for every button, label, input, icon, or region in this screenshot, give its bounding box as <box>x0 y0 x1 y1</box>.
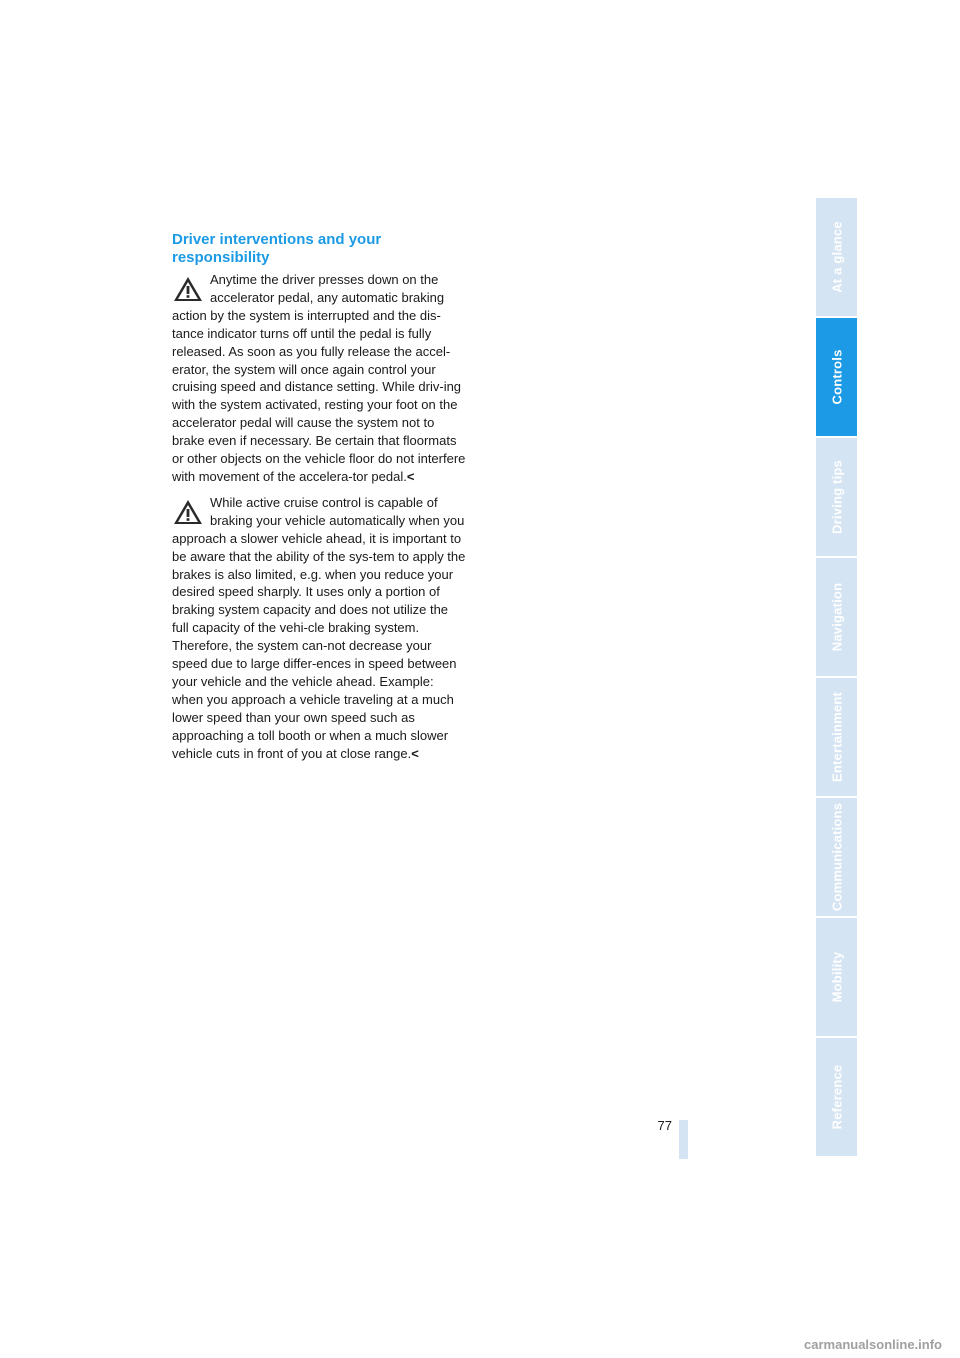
warning-text: While active cruise control is capable of braking your vehicle automatically when you approach a slower vehicle ahead, it is important to be aware that the ability of the sys-tem to apply the brakes is also limited, e.g. when you reduce your desired speed sharply. It uses only a portion of braking system capacity and does not utilize the full capacity of the vehi-cle braking system. Therefore, the system can-not decrease your speed due to large differ-ences in speed between your vehicle and the vehicle ahead. Example: when you approach a vehicle traveling at a much lower speed than your own speed such as approaching a toll booth or when a much slower vehicle cuts in front of you at close range. <box>172 494 466 761</box>
tab-entertainment[interactable] <box>816 678 857 796</box>
tab-mobility[interactable] <box>816 918 857 1036</box>
tab-label: Reference <box>829 1064 844 1130</box>
warning-block <box>172 494 468 763</box>
tab-label: Entertainment <box>829 691 844 783</box>
chapter-sidebar <box>816 198 857 1159</box>
tab-label: Navigation <box>829 582 844 652</box>
tab-at-a-glance[interactable] <box>816 198 857 316</box>
tab-controls[interactable] <box>816 318 857 436</box>
page-number: 77 <box>657 1118 672 1133</box>
tab-label: Communications <box>829 802 844 912</box>
tab-reference[interactable] <box>816 1038 857 1156</box>
tab-label: Mobility <box>829 951 844 1003</box>
main-content <box>172 231 468 770</box>
end-mark: < <box>406 468 415 484</box>
tab-label: Driving tips <box>829 460 844 534</box>
end-mark: < <box>411 745 419 761</box>
tab-label: Controls <box>829 349 844 405</box>
warning-triangle-icon <box>172 498 204 526</box>
tab-driving-tips[interactable] <box>816 438 857 556</box>
tab-label: At a glance <box>829 221 844 293</box>
watermark-text: carmanualsonline.info <box>804 1337 942 1352</box>
tab-navigation[interactable] <box>816 558 857 676</box>
warning-text: Anytime the driver presses down on the accelerator pedal, any automatic braking action by the system is interrupted and the dis-tance indicator turns off until the pedal is fully released. As soon as you fully release the accel-erator, the system will once again control your cruising speed and distance setting. While driv-ing with the system activated, resting your foot on the accelerator pedal will cause the system not to brake even if necessary. Be certain that floormats or other objects on the vehicle floor do not interfere with movement of the accelera-tor pedal. <box>172 272 466 484</box>
warning-block <box>172 271 468 486</box>
section-heading: Driver interventions and your responsibility <box>172 231 382 266</box>
tab-communications[interactable] <box>816 798 857 916</box>
page-marker-bar <box>679 1120 688 1159</box>
warning-triangle-icon <box>172 275 204 303</box>
